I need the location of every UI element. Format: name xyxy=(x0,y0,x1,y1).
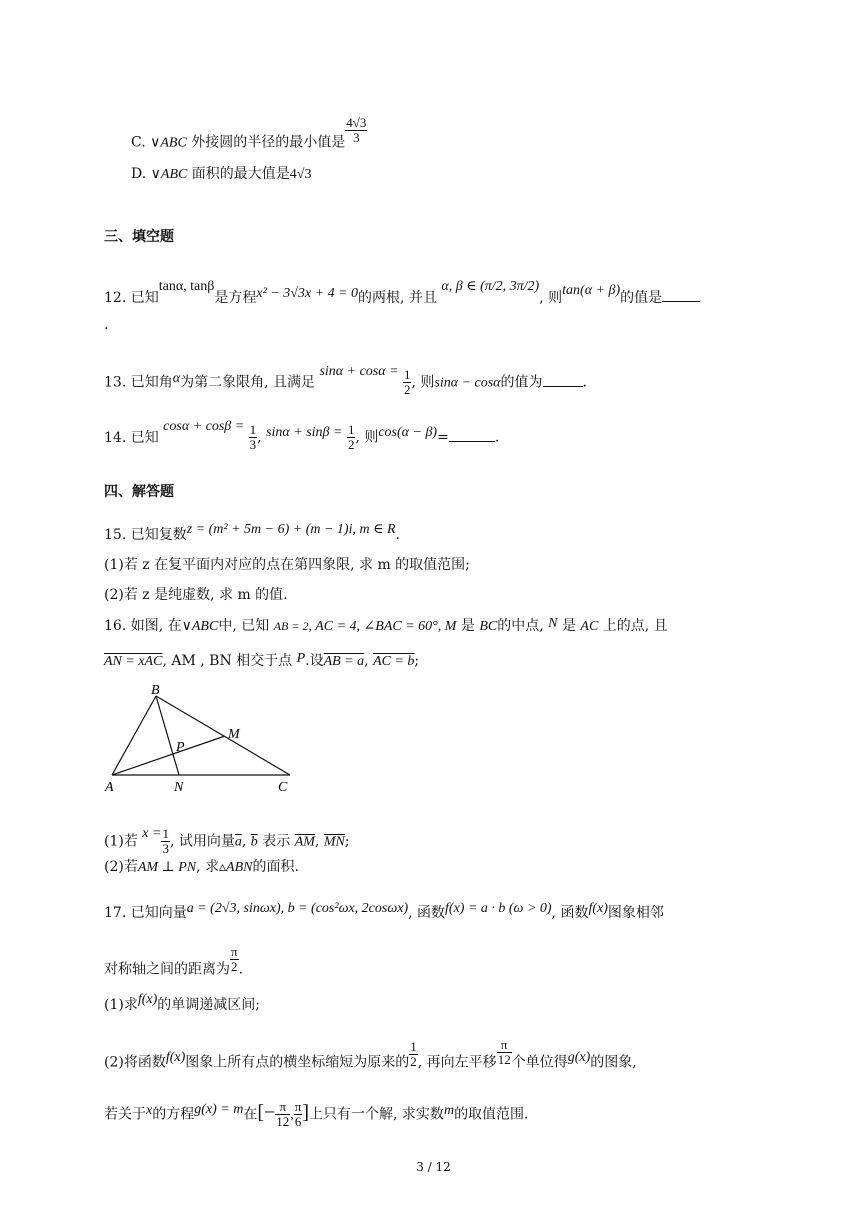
equation: cosα + cosβ = xyxy=(163,418,245,434)
triangle-symbol: ∨ABC xyxy=(150,167,188,182)
point-label: M xyxy=(444,619,457,634)
q-text: 的面积. xyxy=(252,859,299,875)
answer-blank[interactable] xyxy=(543,372,583,387)
math-expr: AM ⊥ PN xyxy=(137,860,197,875)
q-text: 图象上所有点的横坐标缩短为原来的 xyxy=(185,1054,410,1071)
fraction: $\frac{4√3}{3}$ xyxy=(346,115,367,145)
q-text: 是 xyxy=(460,618,475,634)
function-expr: g(x) xyxy=(567,1049,591,1065)
q-text: ; xyxy=(414,653,420,669)
page-number: 3 / 12 xyxy=(416,1160,451,1174)
option-text: 外接圆的半径的最小值是 xyxy=(191,134,346,151)
vector-expr: AB = a xyxy=(323,654,365,669)
q-text: , xyxy=(314,833,320,850)
q-text: . xyxy=(238,961,244,978)
q-text: , 试用向量 xyxy=(169,833,235,850)
q16-part1 xyxy=(104,827,350,856)
segment-label: AC xyxy=(580,619,599,634)
q-text: . xyxy=(494,429,500,446)
interval-sep: , xyxy=(290,1107,294,1123)
q-text: , xyxy=(241,833,247,850)
q16-part2 xyxy=(104,857,299,878)
math-expr: ▵ABN xyxy=(219,860,253,875)
label-C: C xyxy=(278,780,288,795)
q-text: , 求 xyxy=(196,859,220,875)
vector-b: $\overline{b}$ xyxy=(250,834,258,850)
fraction: $\frac{\pi}{2}$ xyxy=(231,944,238,974)
point-label: P xyxy=(296,651,306,666)
q-text: 在 xyxy=(243,1106,258,1123)
fraction: $\frac{\pi}{12}$ xyxy=(497,1037,511,1067)
q-number: 12. 已知 xyxy=(104,290,159,306)
label-M: M xyxy=(228,727,240,742)
label-P: P xyxy=(176,740,185,755)
variable-x: x xyxy=(146,1102,153,1118)
segment-label: BC xyxy=(479,619,498,634)
q-text: 上的点, 且 xyxy=(602,618,668,634)
math-expr: cos(α − β) xyxy=(378,424,438,440)
equation: sinα + cosα = xyxy=(319,363,399,379)
q-text: (2)若 xyxy=(104,859,138,875)
segment-AM xyxy=(112,736,225,775)
vector-expr: AC = b xyxy=(373,654,415,669)
q-text: 的单调递减区间; xyxy=(157,997,260,1013)
q-text: 的值是 xyxy=(620,290,663,306)
q17-line2 xyxy=(104,944,244,984)
q-number: 14. 已知 xyxy=(104,429,159,446)
triangle-symbol: ∨ABC xyxy=(181,619,219,634)
function-expr: f(x) xyxy=(165,1049,186,1065)
q-text: (1)若 xyxy=(104,833,138,850)
question-15 xyxy=(104,522,400,546)
fraction: $\frac{1}{3}$ xyxy=(249,422,257,452)
vector-a: $\overline{a}$ xyxy=(234,834,242,850)
interval-bracket: [− xyxy=(257,1101,276,1124)
equation: x² − 3√3x + 4 = 0 xyxy=(256,286,359,301)
function-expr: f(x) xyxy=(588,901,608,916)
q-text: 的中点, xyxy=(497,618,544,634)
math-expr: sinα − cosα xyxy=(434,375,501,391)
function-expr: f(x) = a · b (ω > 0) xyxy=(445,901,552,916)
question-12 xyxy=(104,279,700,309)
question-16 xyxy=(104,616,668,637)
q-text: 若关于 xyxy=(104,1106,146,1123)
math-expr: tanα, tanβ xyxy=(158,279,215,294)
interval-bracket: ] xyxy=(302,1101,310,1124)
alpha-symbol: α xyxy=(172,370,181,386)
variable-m: m xyxy=(443,1102,455,1118)
q-text: , 函数 xyxy=(551,905,589,921)
q17-part2-line2 xyxy=(104,1100,529,1129)
q-text: = xyxy=(437,429,449,446)
triangle-figure xyxy=(100,678,300,800)
point-label: N xyxy=(548,616,558,631)
q-text: , 函数 xyxy=(408,905,446,921)
q-text: 是 xyxy=(561,618,576,634)
section-heading-fill-blank: 三、填空题 xyxy=(104,229,174,245)
q-text: 上只有一个解, 求实数 xyxy=(309,1106,444,1123)
q-text: 中, 已知 xyxy=(218,618,270,634)
q17-part1 xyxy=(104,992,260,1016)
equation: sinα + sinβ = xyxy=(266,424,343,440)
option-label: D. xyxy=(131,166,147,182)
q-text: , xyxy=(257,429,262,446)
q-text: , xyxy=(364,653,369,669)
math-expr: , AC = 4, ∠BAC = 60°, xyxy=(308,619,445,634)
q-number: 15. 已知复数 xyxy=(104,527,187,543)
q-text: 的取值范围. xyxy=(454,1106,529,1123)
vector-AM: $\overline{AM}$ xyxy=(294,834,315,850)
triangle-symbol: ∨ABC xyxy=(150,135,187,151)
q-number: 16. 如图, 在 xyxy=(104,618,182,634)
option-c xyxy=(131,115,367,157)
equation: g(x) = m xyxy=(194,1101,244,1117)
q-number: 17. 已知向量 xyxy=(104,905,187,921)
complex-expr: z = (m² + 5m − 6) + (m − 1)i, m ∈ R xyxy=(186,522,396,537)
q-text: 的方程 xyxy=(152,1106,195,1123)
q-text: 为第二象限角, 且满足 xyxy=(180,374,315,391)
q-text: 的图象, xyxy=(590,1054,637,1071)
fraction: $\frac{1}{3}$ xyxy=(162,826,169,856)
q17-part2 xyxy=(104,1037,637,1077)
fraction: $\frac{\pi}{6}$ xyxy=(294,1099,302,1129)
q16-line2 xyxy=(104,651,419,672)
vector-expr: AN = xAC xyxy=(104,654,163,669)
section-heading-answer: 四、解答题 xyxy=(104,484,174,500)
q-text: 的值为 xyxy=(500,374,543,391)
answer-blank[interactable] xyxy=(449,427,495,442)
fraction: $\frac{1}{2}$ xyxy=(403,367,411,397)
q-text: , 则 xyxy=(411,374,435,391)
q-number: 13. 已知角 xyxy=(104,374,173,391)
q-text: , 则 xyxy=(355,429,379,446)
math-expr: AB = 2 xyxy=(273,619,309,633)
vector-MN: $\overline{MN}$ xyxy=(323,834,345,850)
option-d xyxy=(131,164,311,185)
question-17 xyxy=(104,903,664,924)
q-text: , AM , BN 相交于点 xyxy=(162,653,293,669)
fraction: $\frac{1}{2}$ xyxy=(410,1039,417,1069)
question-14 xyxy=(104,418,500,452)
q-text: , 再向左平移 xyxy=(417,1054,497,1071)
q15-part2: (2)若 z 是纯虚数, 求 m 的值. xyxy=(104,587,288,603)
segment-AB xyxy=(112,696,156,775)
label-N: N xyxy=(174,780,184,795)
q-text: .设 xyxy=(305,653,324,669)
q15-part1: (1)若 z 在复平面内对应的点在第四象限, 求 m 的取值范围; xyxy=(104,557,470,573)
q-text: 的两根, 并且 xyxy=(358,290,437,306)
function-expr: f(x) xyxy=(137,992,158,1007)
q-text: . xyxy=(582,374,587,391)
q-text: . xyxy=(395,527,400,543)
q-text: 表示 xyxy=(262,833,291,850)
fraction: $\frac{\pi}{12}$ xyxy=(276,1099,290,1129)
fraction: $\frac{1}{2}$ xyxy=(347,422,355,452)
q-text: (2)将函数 xyxy=(104,1054,166,1071)
condition: α, β ∈ (π/2, 3π/2) xyxy=(441,279,540,294)
q12-trailing-dot: . xyxy=(104,317,109,333)
math-expr: tan(α + β) xyxy=(562,283,621,298)
label-B: B xyxy=(151,683,160,698)
q-text: 图象相邻 xyxy=(607,905,664,921)
q-text: ; xyxy=(344,833,350,850)
q-text: 对称轴之间的距离为 xyxy=(104,961,230,978)
option-text: 面积的最大值是 xyxy=(191,166,290,182)
option-label: C. xyxy=(131,134,146,151)
answer-blank[interactable] xyxy=(662,287,700,302)
option-value: 4√3 xyxy=(289,167,312,182)
question-13 xyxy=(104,363,587,397)
q-text: , 则 xyxy=(539,290,563,306)
q-text: 个单位得 xyxy=(511,1054,568,1071)
vector-expr: a = (2√3, sinωx), b = (cos²ωx, 2cosωx) xyxy=(186,901,409,916)
q-text: 是方程 xyxy=(214,290,257,306)
label-A: A xyxy=(105,780,114,795)
q-text: (1)求 xyxy=(104,997,138,1013)
math-expr: x = xyxy=(142,825,162,841)
